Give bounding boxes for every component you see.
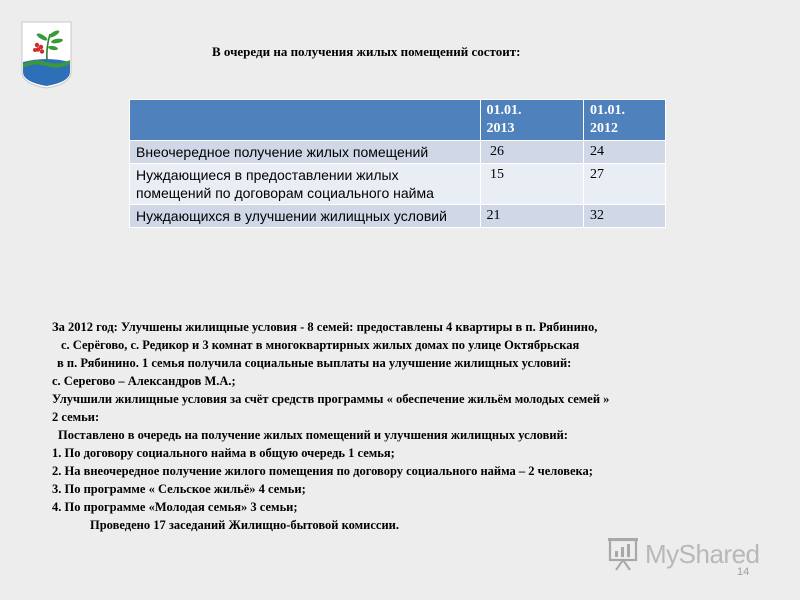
header-2012-line2: 2012 — [589, 121, 618, 136]
paragraph: с. Серегово – Александров М.А.; — [52, 374, 236, 388]
paragraph: 2 семьи: — [52, 410, 100, 424]
row-value-2013: 21 — [480, 205, 583, 228]
paragraph: с. Серёгово, с. Редикор и 3 комнат в многоквартирных жилых домах по улице Октябрьская — [61, 338, 580, 352]
header-2013-line2: 2013 — [486, 121, 515, 136]
table-header-2012 — [583, 100, 665, 141]
row-label: Нуждающихся в улучшении жилищных условий — [130, 205, 481, 228]
row-value-2013: 26 — [480, 141, 583, 164]
paragraph: За 2012 год: Улучшены жилищные условия - 8 семей: предоставлены 4 квартиры в п. Рябинино, — [52, 320, 598, 334]
paragraph: Проведено 17 заседаний Жилищно-бытовой комиссии. — [90, 518, 399, 532]
coat-of-arms-rowan-icon — [20, 20, 73, 90]
paragraph: 2. На внеочередное получение жилого помещения по договору социального найма – 2 человека; — [52, 464, 593, 478]
table-row — [130, 164, 666, 205]
paragraph: в п. Рябинино. 1 семья получила социальные выплаты на улучшение жилищных условий: — [57, 356, 572, 370]
queue-table — [129, 99, 666, 228]
row-value-2012: 24 — [583, 141, 665, 164]
row-value-2012: 27 — [583, 164, 665, 205]
row-label: Внеочередное получение жилых помещений — [130, 141, 481, 164]
table-header-row — [130, 100, 666, 141]
table-header-cell-empty — [130, 100, 481, 141]
paragraph: 1. По договору социального найма в общую очередь 1 семья; — [52, 446, 395, 460]
paragraph: 3. По программе « Сельское жильё» 4 семьи; — [52, 482, 306, 496]
header-2012-line1: 01.01. — [589, 103, 625, 118]
watermark-text: MyShared — [645, 538, 760, 569]
paragraph: Поставлено в очередь на получение жилых помещений и улучшения жилищных условий: — [58, 428, 568, 442]
row-value-2013: 15 — [480, 164, 583, 205]
table-header-2013 — [480, 100, 583, 141]
page-title: В очереди на получения жилых помещений состоит: — [212, 44, 521, 59]
table-row — [130, 141, 666, 164]
paragraph: Улучшили жилищные условия за счёт средств программы « обеспечение жильём молодых семей » — [52, 392, 610, 406]
paragraph: 4. По программе «Молодая семья» 3 семьи; — [52, 500, 298, 514]
header-2013-line1: 01.01. — [486, 103, 522, 118]
table-row — [130, 205, 666, 228]
row-value-2012: 32 — [583, 205, 665, 228]
page-number: 14 — [737, 566, 750, 578]
report-text — [52, 318, 772, 534]
presentation-board-icon — [607, 537, 639, 571]
row-label: Нуждающиеся в предоставлении жилых помещений по договорам социального найма — [130, 164, 481, 205]
